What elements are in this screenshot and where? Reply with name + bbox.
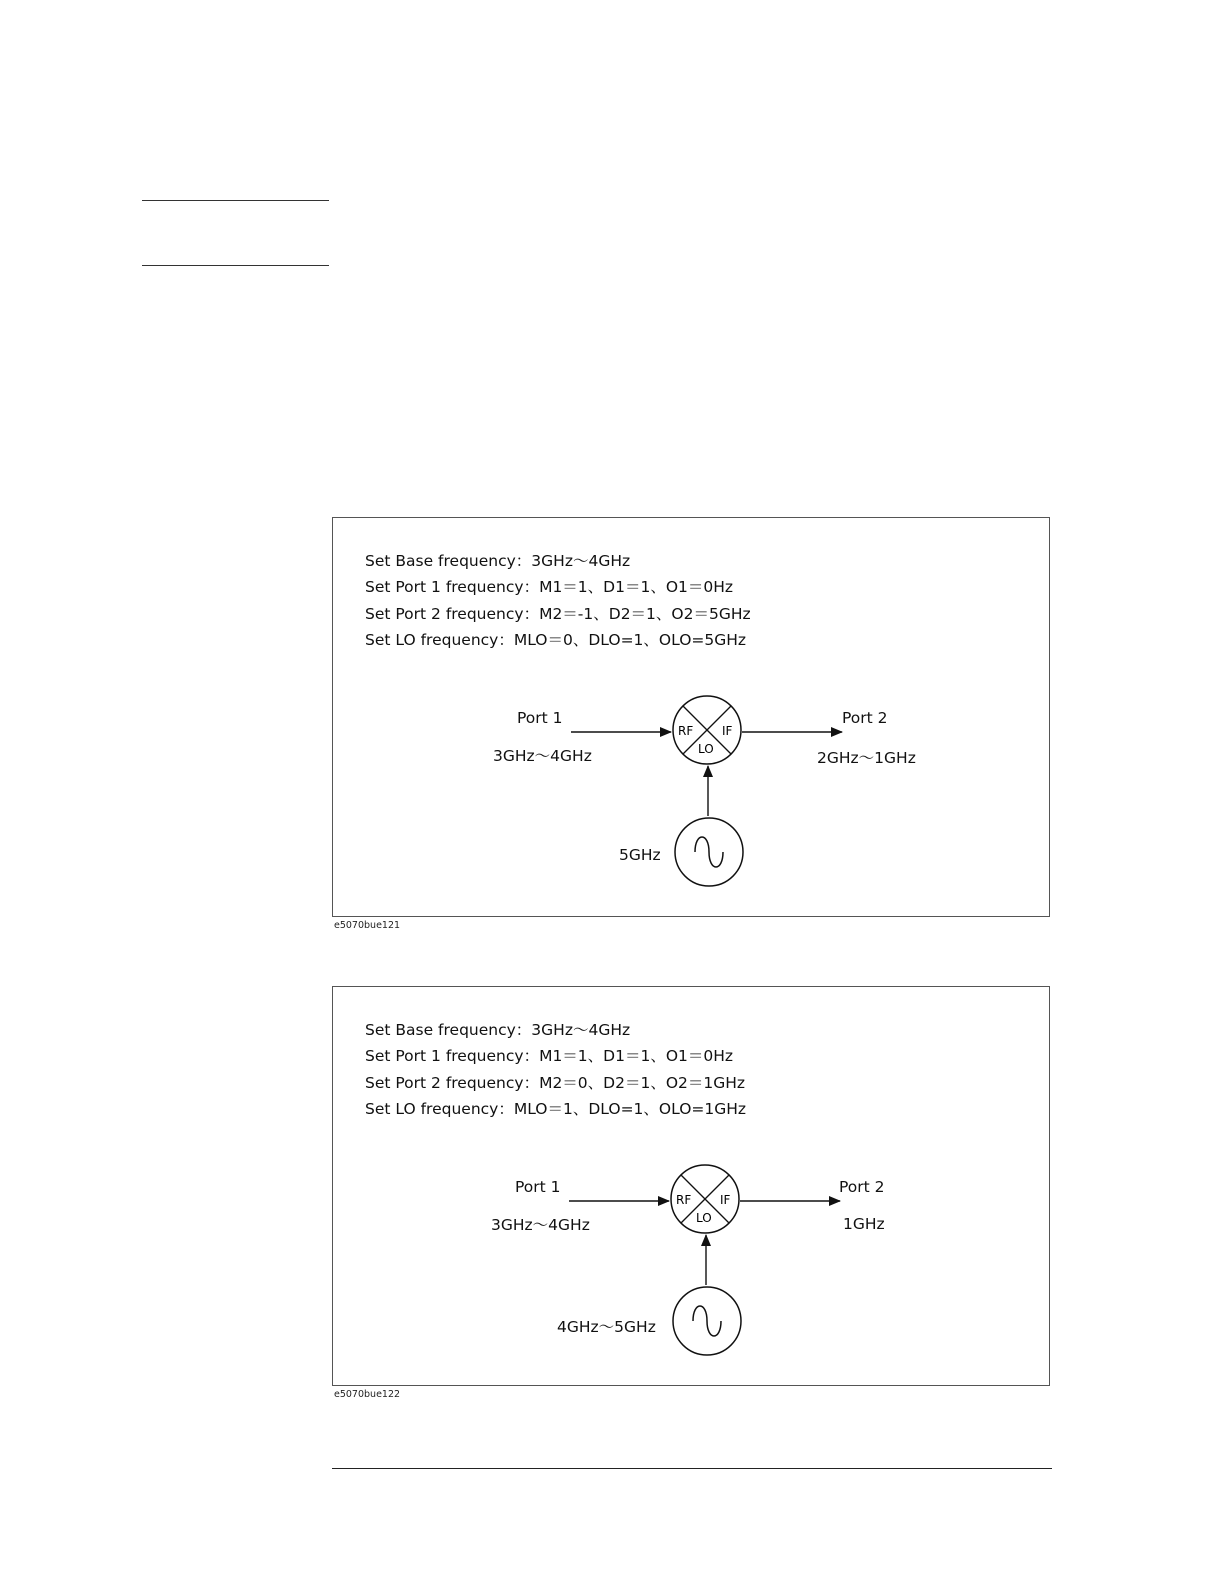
setting-port2-frequency: Set Port 2 frequency：M2＝0、D2＝1、O2＝1GHz bbox=[365, 1073, 746, 1092]
port2-frequency: 1GHz bbox=[843, 1215, 885, 1233]
port1-frequency: 3GHz～4GHz bbox=[493, 747, 592, 765]
port1-label: Port 1 bbox=[515, 1178, 561, 1196]
setting-port1-frequency: Set Port 1 frequency：M1＝1、D1＝1、O1＝0Hz bbox=[365, 1047, 734, 1066]
setting-port2-frequency: Set Port 2 frequency：M2＝-1、D2＝1、O2＝5GHz bbox=[365, 604, 751, 623]
header-rule-top bbox=[142, 200, 329, 201]
footer-rule bbox=[332, 1468, 1052, 1469]
port2-label: Port 2 bbox=[842, 709, 888, 727]
mixer-lo-label: LO bbox=[698, 742, 714, 756]
mixer-symbol bbox=[671, 1165, 739, 1233]
setting-port1-frequency: Set Port 1 frequency：M1＝1、D1＝1、O1＝0Hz bbox=[365, 578, 734, 597]
port2-frequency: 2GHz～1GHz bbox=[817, 749, 916, 767]
setting-lo-frequency: Set LO frequency：MLO＝0、DLO=1、OLO=5GHz bbox=[365, 630, 747, 649]
mixer-if-label: IF bbox=[722, 724, 733, 738]
port1-frequency: 3GHz～4GHz bbox=[491, 1216, 590, 1234]
lo-frequency: 5GHz bbox=[619, 846, 661, 864]
port1-label: Port 1 bbox=[517, 709, 563, 727]
setting-base-frequency: Set Base frequency：3GHz～4GHz bbox=[365, 552, 631, 570]
setting-base-frequency: Set Base frequency：3GHz～4GHz bbox=[365, 1021, 631, 1039]
figure-2 bbox=[332, 986, 1050, 1386]
lo-oscillator-symbol bbox=[675, 818, 743, 886]
mixer-symbol bbox=[673, 696, 741, 764]
header-rule-bottom bbox=[142, 265, 329, 266]
lo-frequency: 4GHz～5GHz bbox=[557, 1318, 656, 1336]
mixer-diagram bbox=[333, 518, 1051, 918]
setting-lo-frequency: Set LO frequency：MLO＝1、DLO=1、OLO=1GHz bbox=[365, 1099, 747, 1118]
mixer-rf-label: RF bbox=[676, 1193, 692, 1207]
mixer-if-label: IF bbox=[720, 1193, 731, 1207]
lo-oscillator-symbol bbox=[673, 1287, 741, 1355]
figure-1-caption: e5070bue121 bbox=[334, 920, 401, 931]
figure-1 bbox=[332, 517, 1050, 917]
mixer-lo-label: LO bbox=[696, 1211, 712, 1225]
mixer-rf-label: RF bbox=[678, 724, 694, 738]
mixer-diagram bbox=[333, 987, 1051, 1387]
figure-2-caption: e5070bue122 bbox=[334, 1389, 401, 1400]
port2-label: Port 2 bbox=[839, 1178, 885, 1196]
